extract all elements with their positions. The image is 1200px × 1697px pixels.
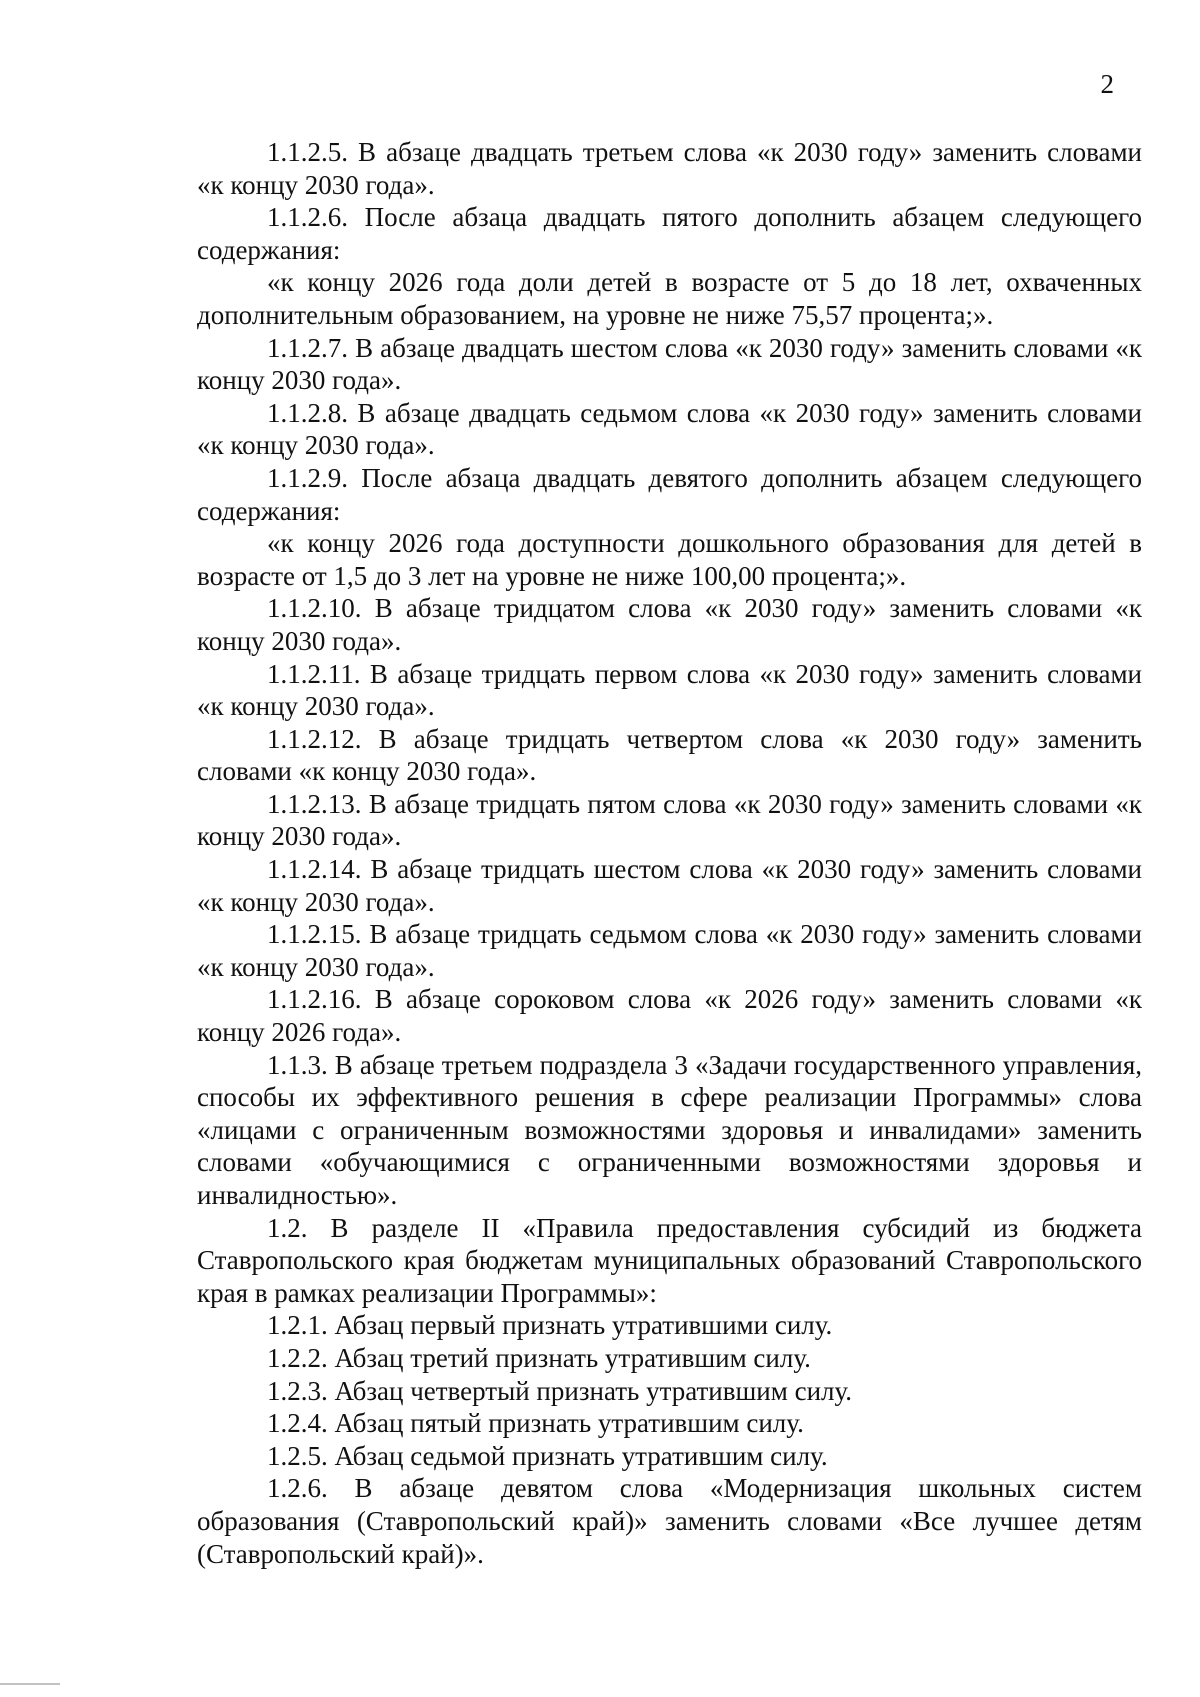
- document-body: [197, 136, 1142, 1570]
- paragraph-1-1-2-7: 1.1.2.7. В абзаце двадцать шестом слова «к 2030 году» заменить словами «к концу 2030 года».: [197, 332, 1142, 396]
- paragraph-1-1-2-15: 1.1.2.15. В абзаце тридцать седьмом слова «к 2030 году» заменить словами «к концу 2030 года».: [197, 919, 1142, 982]
- paragraph-1-1-2-11: 1.1.2.11. В абзаце тридцать первом слова «к 2030 году» заменить словами «к концу 2030 года».: [197, 658, 1142, 722]
- paragraph-quote-preschool-access: «к концу 2026 года доступности дошкольного образования для детей в возрасте от 1,5 до 3 лет на уровне не ниже 100,00 процента;».: [197, 528, 1142, 591]
- paragraph-1-2-2: 1.2.2. Абзац третий признать утратившим силу.: [267, 1342, 811, 1373]
- paragraph-1-2-4: 1.2.4. Абзац пятый признать утратившим силу.: [267, 1408, 804, 1439]
- paragraph-1-2-5: 1.2.5. Абзац седьмой признать утратившим силу.: [267, 1440, 828, 1471]
- paragraph-1-1-2-9: 1.1.2.9. После абзаца двадцать девятого дополнить абзацем следующего содержания:: [197, 462, 1142, 526]
- paragraph-1-2-1: 1.2.1. Абзац первый признать утратившими силу.: [267, 1310, 833, 1341]
- paragraph-1-1-3: 1.1.3. В абзаце третьем подраздела 3 «Задачи государственного управления, способы их эффективного решения в сфере реализации Программы» слова «лицами с ограниченным возможностями здоровья и инвалидами» заменить словами «обучающимися с ограниченными возможностями здоровья и инвалидностью».: [197, 1049, 1142, 1210]
- paragraph-1-1-2-10: 1.1.2.10. В абзаце тридцатом слова «к 2030 году» заменить словами «к концу 2030 года».: [197, 593, 1142, 656]
- paragraph-1-1-2-5: 1.1.2.5. В абзаце двадцать третьем слова «к 2030 году» заменить словами «к концу 2030 года».: [197, 137, 1142, 200]
- paragraph-1-1-2-8: 1.1.2.8. В абзаце двадцать седьмом слова «к 2030 году» заменить словами «к концу 2030 года».: [197, 397, 1142, 461]
- paragraph-1-2-3: 1.2.3. Абзац четвертый признать утратившим силу.: [267, 1375, 853, 1406]
- paragraph-1-1-2-6: 1.1.2.6. После абзаца двадцать пятого дополнить абзацем следующего содержания:: [197, 202, 1142, 265]
- paragraph-1-2: 1.2. В разделе II «Правила предоставления субсидий из бюджета Ставропольского края бюджетам муниципальных образований Ставропольского края в рамках реализации Программы»:: [197, 1212, 1142, 1308]
- paragraph-1-1-2-13: 1.1.2.13. В абзаце тридцать пятом слова «к 2030 году» заменить словами «к концу 2030 года».: [197, 788, 1142, 852]
- scan-edge-mark: [0, 1683, 60, 1685]
- paragraph-1-2-6: 1.2.6. В абзаце девятом слова «Модернизация школьных систем образования (Ставропольский край)» заменить словами «Все лучшее детям (Ставропольский край)».: [197, 1473, 1142, 1569]
- paragraph-1-1-2-14: 1.1.2.14. В абзаце тридцать шестом слова «к 2030 году» заменить словами «к концу 2030 года».: [197, 854, 1142, 917]
- paragraph-1-1-2-16: 1.1.2.16. В абзаце сороковом слова «к 2026 году» заменить словами «к концу 2026 года».: [197, 984, 1142, 1048]
- paragraph-1-1-2-12: 1.1.2.12. В абзаце тридцать четвертом слова «к 2030 году» заменить словами «к концу 2030 года».: [197, 723, 1142, 787]
- paragraph-quote-additional-education: «к концу 2026 года доли детей в возрасте от 5 до 18 лет, охваченных дополнительным образованием, на уровне не ниже 75,57 процента;».: [197, 267, 1142, 330]
- page-number: 2: [1100, 69, 1114, 99]
